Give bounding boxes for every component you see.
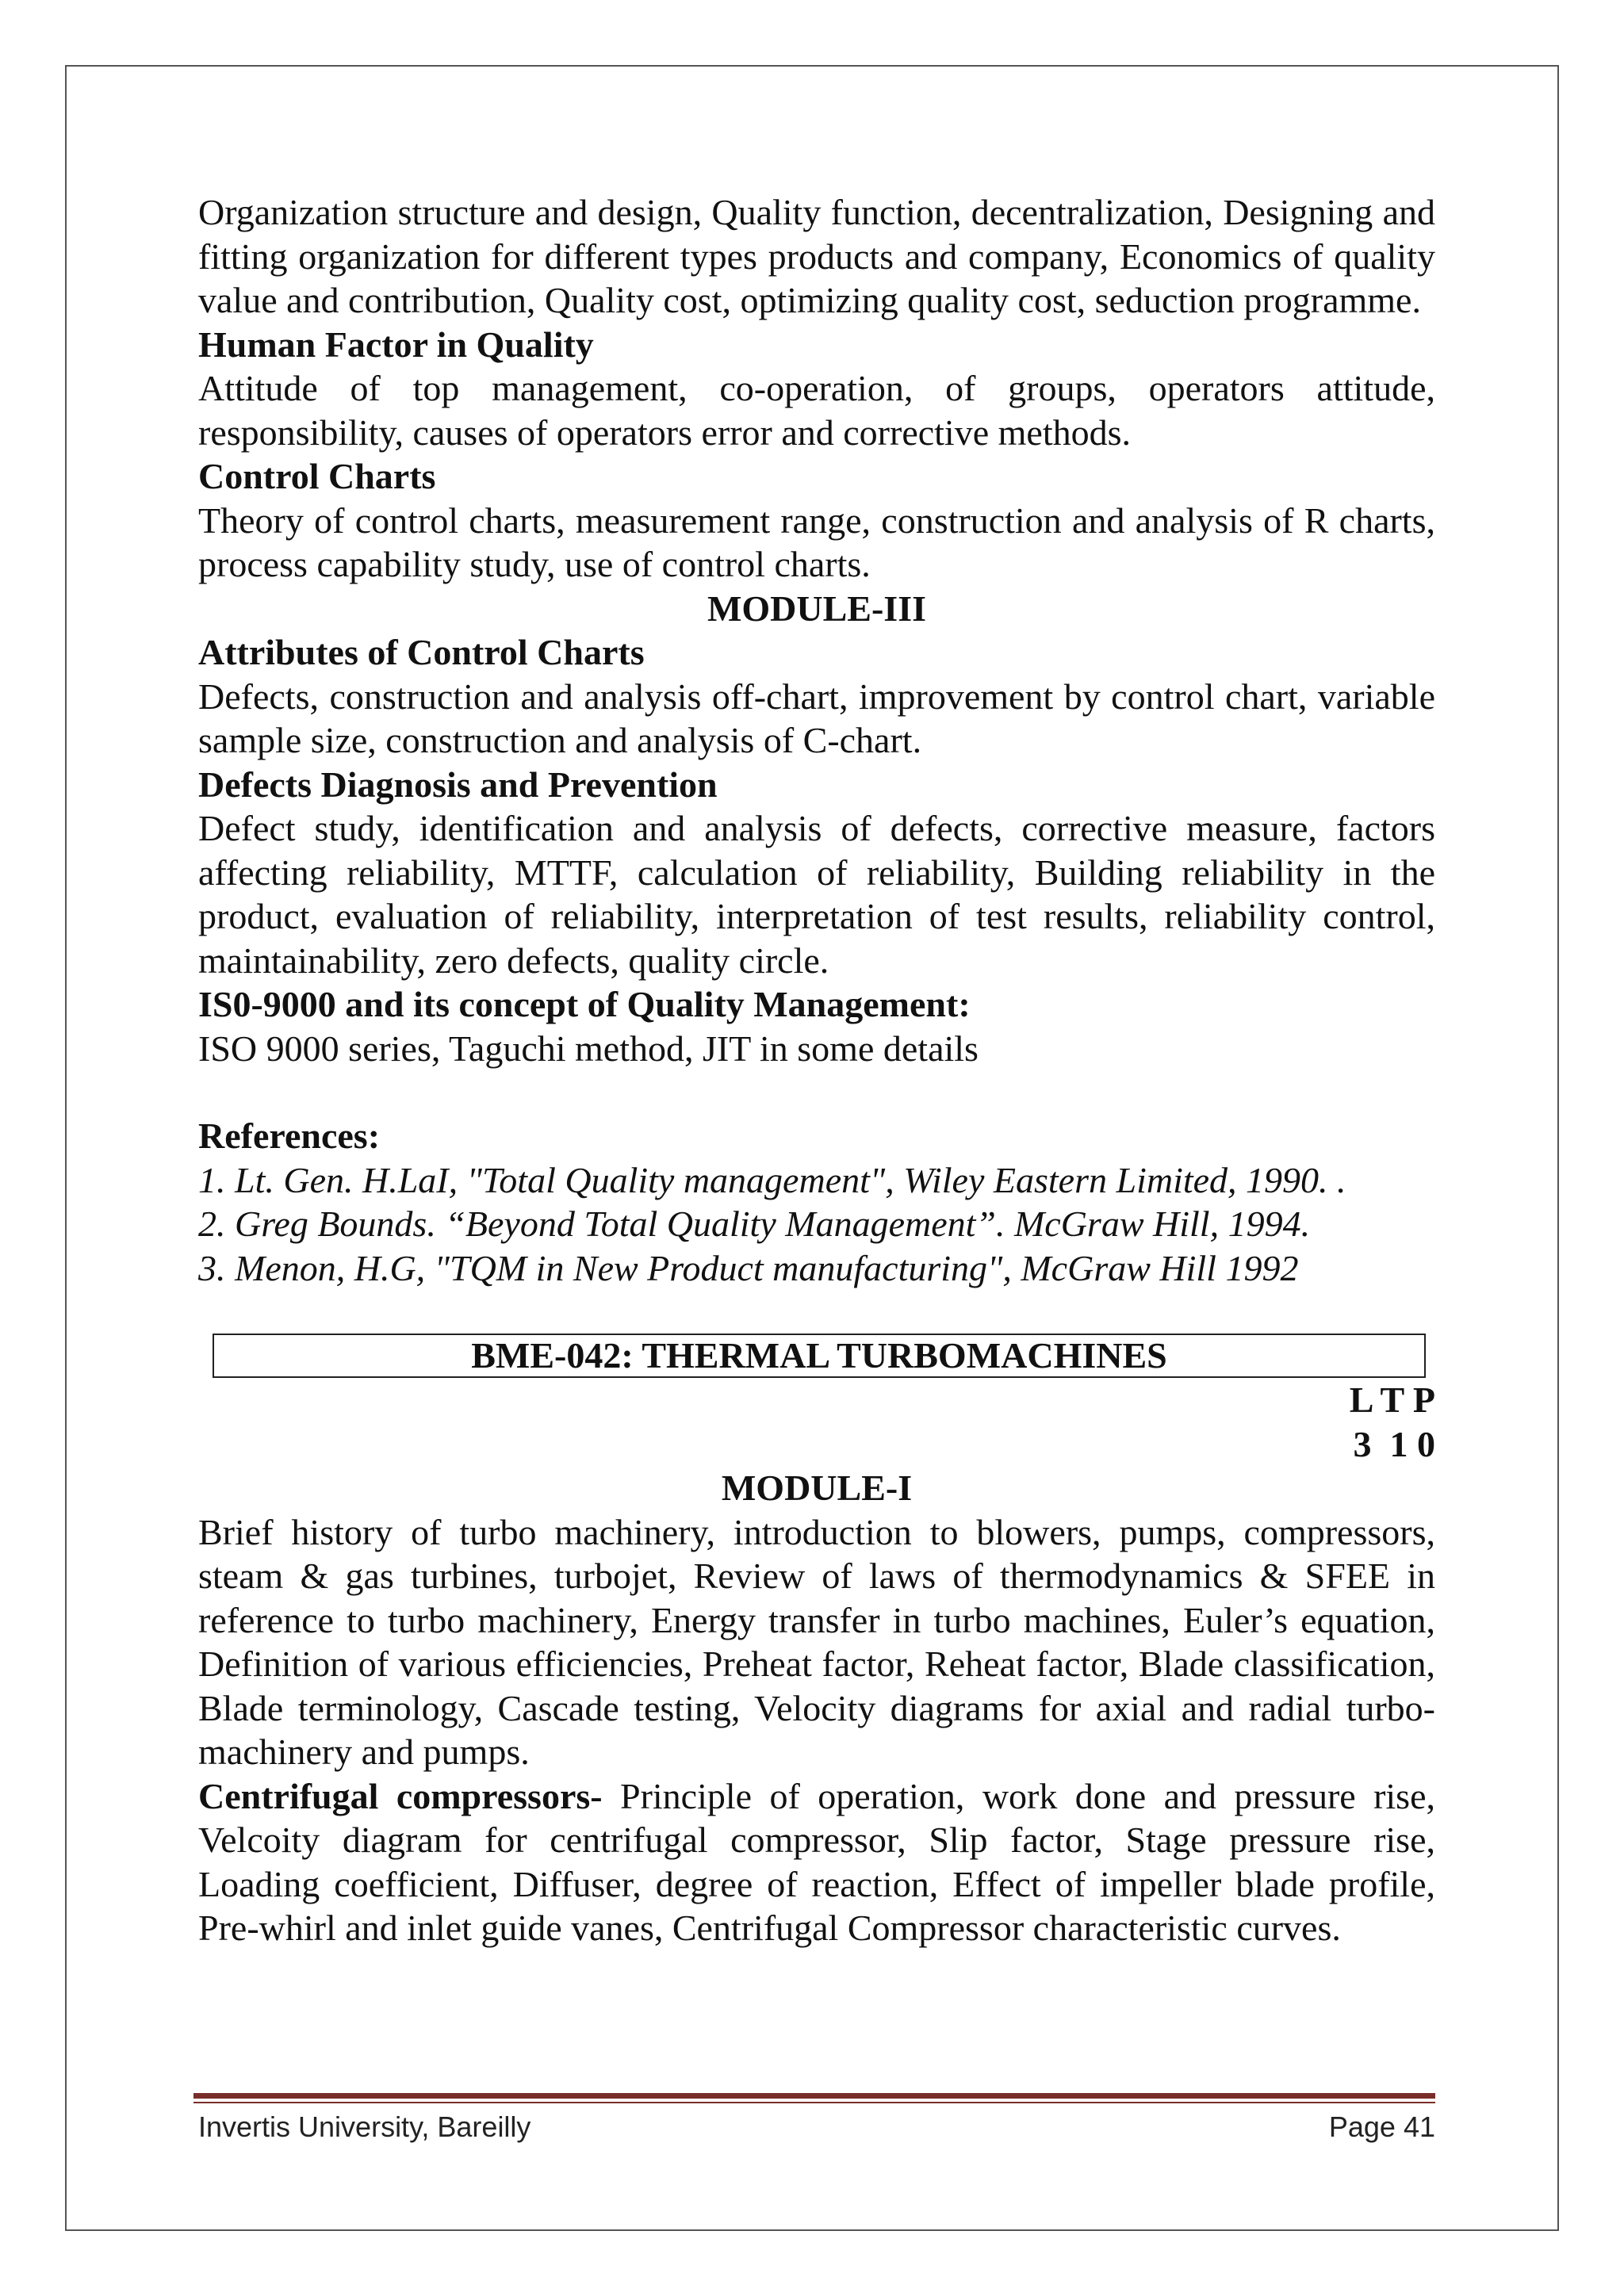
attributes-text: Defects, construction and analysis off-chart, improvement by control chart, variable sample size, construction and analysis of C-chart.: [198, 675, 1435, 760]
references-heading: References:: [198, 1115, 381, 1156]
module-i-text: Brief history of turbo machinery, introduction to blowers, pumps, compressors, steam & gas turbines, turbojet, Review of laws of thermodynamics & SFEE in reference to turbo machinery, Energy transfer in turbo machines, Euler’s equation, Definition of various efficiencies, Preheat factor, Reheat factor, Blade classification, Blade terminology, Cascade testing, Velocity diagrams for axial and radial turbo-machinery and pumps.: [198, 1511, 1435, 1772]
course-title-box: BME-042: THERMAL TURBOMACHINES: [213, 1334, 1426, 1378]
human-factor-heading: Human Factor in Quality: [198, 323, 594, 365]
reference-item: 2. Greg Bounds. “Beyond Total Quality Management”. McGraw Hill, 1994.: [198, 1203, 1311, 1244]
reference-item: 1. Lt. Gen. H.LaI, "Total Quality management", Wiley Eastern Limited, 1990. .: [198, 1159, 1346, 1200]
centrifugal-label: Centrifugal compressors-: [198, 1775, 603, 1816]
attributes-heading: Attributes of Control Charts: [198, 632, 645, 672]
spacer: [198, 1290, 1435, 1334]
reference-item: 3. Menon, H.G, "TQM in New Product manufacturing", McGraw Hill 1992: [198, 1247, 1299, 1288]
footer-institution: Invertis University, Bareilly: [198, 2110, 531, 2143]
ltp-header: L T P: [1349, 1380, 1435, 1420]
page-footer: [198, 2110, 1435, 2144]
module-i-heading: MODULE-I: [721, 1468, 913, 1508]
iso-text: ISO 9000 series, Taguchi method, JIT in some details: [198, 1027, 979, 1069]
defects-heading: Defects Diagnosis and Prevention: [198, 763, 718, 805]
module-iii-heading: MODULE-III: [707, 587, 927, 629]
centrifugal-text: Principle of operation, work done and pressure rise, Velcoity diagram for centrifugal compressor, Slip factor, Stage pressure rise, Loading coefficient, Diffuser, degree of reaction, Effect of impeller blade profile, Pre-whirl and inlet guide vanes, Centrifugal Compressor characteristic curves.: [198, 1775, 1435, 1948]
iso-heading: IS0-9000 and its concept of Quality Management:: [198, 984, 971, 1024]
footer-rule-thin: [193, 2102, 1435, 2103]
control-charts-heading: Control Charts: [198, 456, 436, 496]
centrifugal-paragraph: [198, 1774, 1435, 1950]
control-charts-text: Theory of control charts, measurement range, construction and analysis of R charts, process capability study, use of control charts.: [198, 499, 1435, 584]
spacer: [198, 1070, 1435, 1114]
intro-paragraph: Organization structure and design, Quality function, decentralization, Designing and fitting organization for different types products and company, Economics of quality value and contribution, Quality cost, optimizing quality cost, seduction programme.: [198, 192, 1435, 320]
ltp-values: 3 1 0: [1353, 1423, 1435, 1464]
footer-page-number: Page 41: [1328, 2110, 1435, 2143]
defects-text: Defect study, identification and analysis of defects, corrective measure, factors affecting reliability, MTTF, calculation of reliability, Building reliability in the product, evaluation of reliability, interpretation of test results, reliability control, maintainability, zero defects, quality circle.: [198, 808, 1435, 981]
page-content: [198, 190, 1435, 1950]
human-factor-text: Attitude of top management, co-operation, of groups, operators attitude, responsibility, causes of operators error and corrective methods.: [198, 368, 1435, 453]
footer-rule: [193, 2093, 1435, 2099]
